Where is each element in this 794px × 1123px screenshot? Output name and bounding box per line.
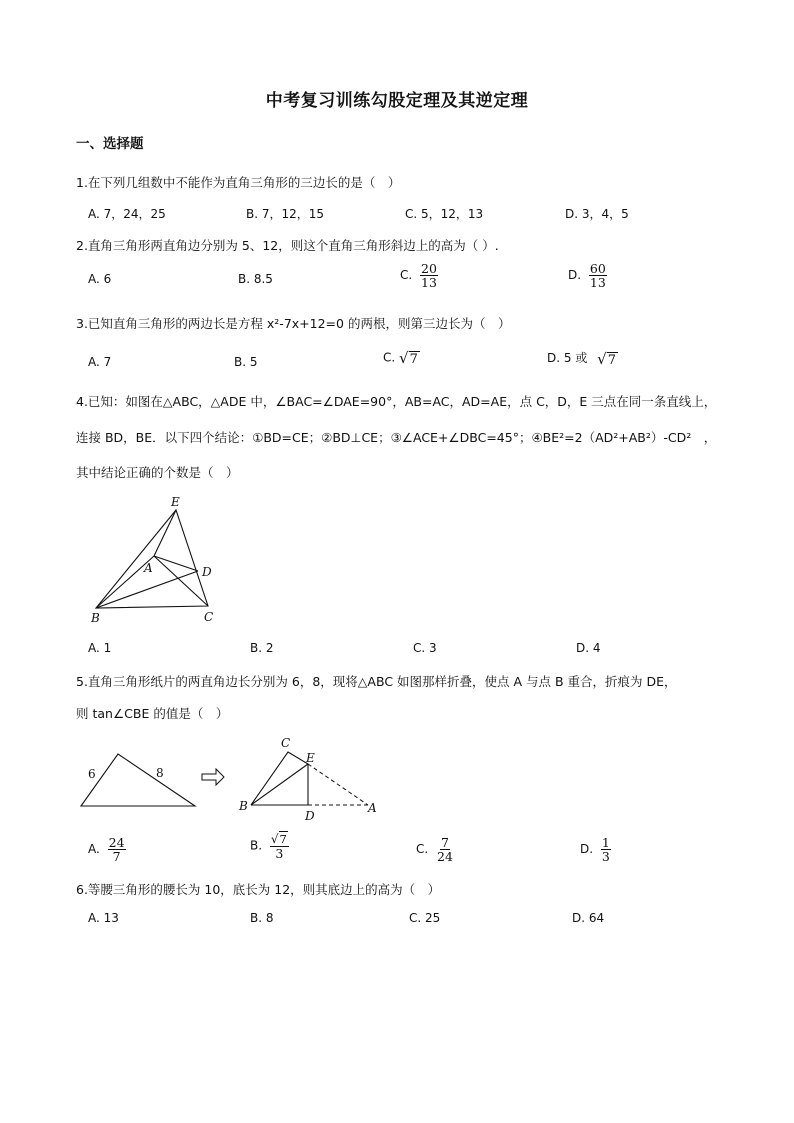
q3-option-d-label: D. 5 或 xyxy=(547,351,588,365)
q5-label-a: A xyxy=(368,801,377,815)
q5-dashed-ea xyxy=(308,764,368,805)
q5-label-b: B xyxy=(239,799,248,813)
q2-d-denominator: 13 xyxy=(589,275,606,291)
q5-option-b-fraction xyxy=(270,832,289,860)
q5-d-denominator: 3 xyxy=(601,849,610,865)
q5-option-b xyxy=(250,832,289,860)
q1-option-c: C. 5，12，13 xyxy=(405,207,484,221)
q2-option-d-fraction xyxy=(589,262,607,289)
q5-option-c-label: C. xyxy=(416,842,429,857)
q4-option-c: C. 3 xyxy=(413,641,437,655)
q1-option-b: B. 7，12，15 xyxy=(246,207,325,221)
q5-option-a-fraction xyxy=(108,836,126,863)
q4-label-a: A xyxy=(144,561,153,575)
q5-label-d: D xyxy=(305,809,315,823)
question-2-text: 2.直角三角形两直角边分别为 5、12，则这个直角三角形斜边上的高为（ ）. xyxy=(76,238,499,253)
q4-label-b: B xyxy=(91,611,100,625)
q4-label-c: C xyxy=(204,610,214,624)
question-3-text: 3.已知直角三角形的两边长是方程 x²-7x+12=0 的两根，则第三边长为（ ） xyxy=(76,316,511,331)
q2-option-d-label: D. xyxy=(568,268,582,283)
q3-d-sqrt: √7 xyxy=(597,349,616,368)
q3-option-c-label: C. xyxy=(383,350,396,365)
q1-option-d: D. 3，4，5 xyxy=(565,207,629,221)
question-5-line2: 则 tan∠CBE 的值是（ ） xyxy=(76,706,229,721)
q5-original-triangle xyxy=(81,754,195,806)
q3-d-radicand: 7 xyxy=(607,352,616,368)
page-title: 中考复习训练勾股定理及其逆定理 xyxy=(265,91,529,111)
q5-triangle-cbe xyxy=(251,752,308,805)
question-4-line1: 4.已知：如图在△ABC，△ADE 中，∠BAC=∠DAE=90°，AB=AC，AD=AE，点 C，D，E 三点在同一条直线上， xyxy=(76,394,717,409)
q5-folding-figure xyxy=(76,734,386,824)
q1-option-a: A. 7，24，25 xyxy=(88,207,166,221)
q5-option-d xyxy=(580,836,611,863)
q6-option-a: A. 13 xyxy=(88,911,119,925)
q4-label-d: D xyxy=(202,565,212,579)
q5-option-b-label: B. xyxy=(250,838,263,853)
q5-label-6: 6 xyxy=(88,767,96,781)
q3-option-b: B. 5 xyxy=(234,355,258,369)
q6-option-d: D. 64 xyxy=(572,911,605,925)
q5-option-d-label: D. xyxy=(580,842,594,857)
question-4-line3: 其中结论正确的个数是（ ） xyxy=(76,465,239,480)
q5-b-denominator: 3 xyxy=(275,845,284,861)
question-5-line1: 5.直角三角形纸片的两直角边长分别为 6，8，现将△ABC 如图那样折叠，使点 A 与点 B 重合，折痕为 DE， xyxy=(76,674,677,689)
q2-d-numerator: 60 xyxy=(589,261,606,276)
question-6-text: 6.等腰三角形的腰长为 10，底长为 12，则其底边上的高为（ ） xyxy=(76,882,441,897)
q5-option-d-fraction xyxy=(601,836,611,863)
q2-option-b: B. 8.5 xyxy=(238,272,273,286)
q4-option-a: A. 1 xyxy=(88,641,112,655)
q5-option-c xyxy=(416,836,454,863)
q6-option-b: B. 8 xyxy=(250,911,274,925)
q2-option-d xyxy=(568,262,607,289)
section-heading: 一、选择题 xyxy=(76,136,144,152)
question-1-text: 1.在下列几组数中不能作为直角三角形的三边长的是（ ） xyxy=(76,175,401,190)
right-arrow-icon xyxy=(202,769,224,785)
q5-b-sqrt: √7 xyxy=(270,832,287,846)
q3-option-d xyxy=(547,349,618,368)
q6-option-c: C. 25 xyxy=(409,911,441,925)
q3-c-sqrt: √7 xyxy=(399,349,418,367)
q5-b-numerator xyxy=(270,832,289,847)
q5-label-e: E xyxy=(306,751,315,765)
q3-option-c xyxy=(383,349,420,367)
q2-option-a: A. 6 xyxy=(88,272,112,286)
q4-option-b: B. 2 xyxy=(250,641,274,655)
question-4-line2: 连接 BD，BE．以下四个结论：①BD=CE；②BD⊥CE；③∠ACE+∠DBC=45°；④BE²=2（AD²+AB²）-CD² ， xyxy=(76,430,717,445)
q2-option-c-fraction xyxy=(420,262,438,289)
q5-c-numerator: 7 xyxy=(441,835,449,850)
q5-label-c: C xyxy=(281,736,291,750)
q2-c-numerator: 20 xyxy=(421,261,437,276)
q5-c-denominator: 24 xyxy=(437,849,453,865)
q5-a-numerator: 24 xyxy=(108,835,125,850)
q4-label-e: E xyxy=(171,495,180,509)
q5-d-numerator: 1 xyxy=(601,835,610,850)
q4-geometry-figure xyxy=(80,490,240,630)
q4-segment-ad xyxy=(154,556,198,571)
q5-label-8: 8 xyxy=(156,766,164,780)
q5-option-a xyxy=(88,836,126,863)
q5-option-a-label: A. xyxy=(88,842,100,857)
q2-c-denominator: 13 xyxy=(421,275,437,291)
q5-b-radicand: 7 xyxy=(279,832,287,846)
q2-option-c xyxy=(400,262,438,289)
q4-option-d: D. 4 xyxy=(576,641,601,655)
q5-a-denominator: 7 xyxy=(112,849,121,865)
q2-option-c-label: C. xyxy=(400,268,413,283)
q3-option-a: A. 7 xyxy=(88,355,112,369)
q5-option-c-fraction xyxy=(436,836,454,863)
q3-c-radicand: 7 xyxy=(409,352,418,367)
